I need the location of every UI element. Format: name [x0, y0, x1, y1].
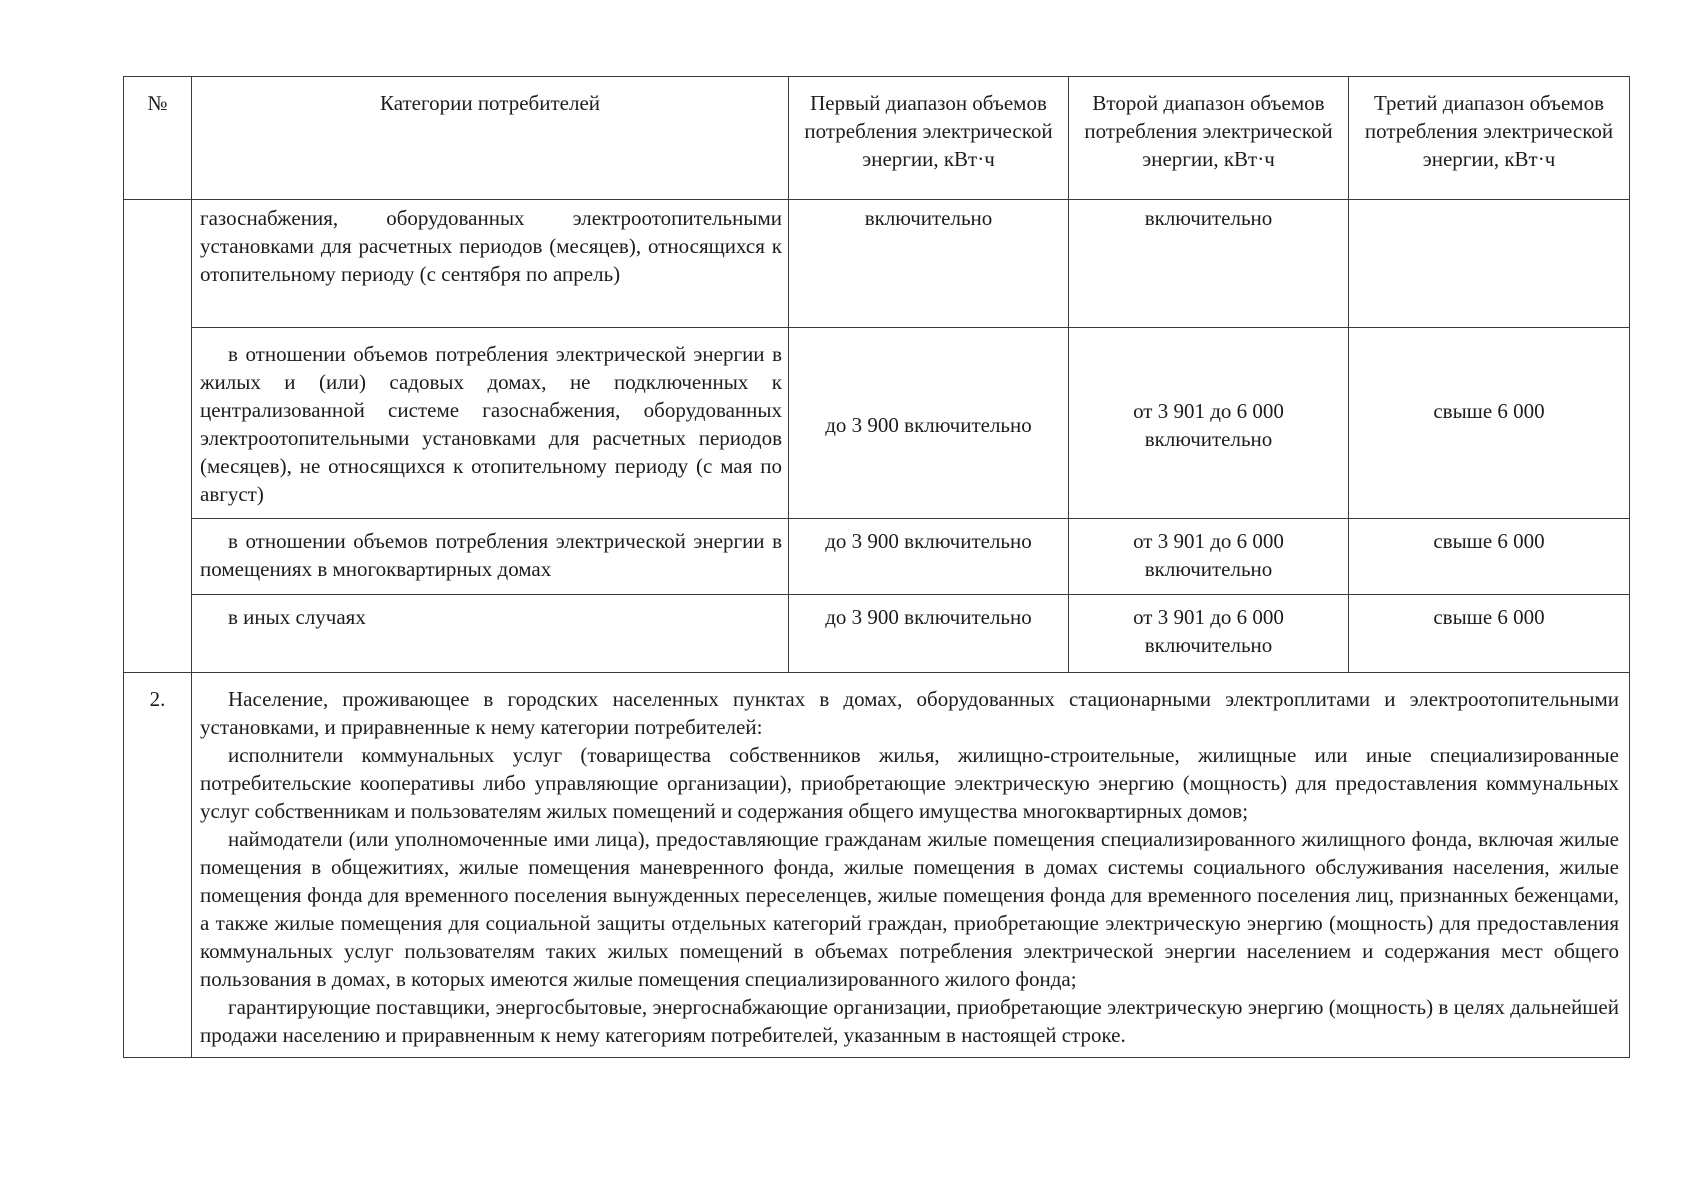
table-row: [124, 519, 1630, 595]
third-range-cell: [1349, 200, 1630, 328]
second-range-cell: от 3 901 до 6 000 включительно: [1069, 595, 1349, 673]
second-range-cell: от 3 901 до 6 000 включительно: [1069, 328, 1349, 519]
row-number-cell: [124, 200, 192, 673]
section-2-paragraph: Население, проживающее в городских населенных пунктах в домах, оборудованных стационарными электроплитами и электроотопительными установками, и приравненные к нему категории потребителей:: [200, 687, 1619, 739]
category-text: в иных случаях: [228, 605, 366, 629]
section-2-paragraph: наймодатели (или уполномоченные ими лица), предоставляющие гражданам жилые помещения специализированного жилищного фонда, включая жилые помещения в общежитиях, жилые помещения маневренного фонда, жилые помещения в домах системы социального обслуживания населения, жилые помещения фонда для временного поселения вынужденных переселенцев, жилые помещения фонда для временного поселения лиц, признанных беженцами, а также жилые помещения для социальной защиты отдельных категорий граждан, приобретающие электрическую энергию (мощность) для предоставления коммунальных услуг пользователям таких жилых помещений в объемах потребления электрической энергии населением и содержания мест общего пользования в домах, в которых имеются жилые помещения специализированного жилого фонда;: [200, 827, 1619, 991]
tariff-table: [123, 76, 1630, 1058]
third-range-cell: свыше 6 000: [1349, 328, 1630, 519]
section-2-paragraph: гарантирующие поставщики, энергосбытовые, энергоснабжающие организации, приобретающие электрическую энергию (мощность) в целях дальнейшей продажи населению и приравненным к нему категориям потребителей, указанным в настоящей строке.: [200, 995, 1619, 1047]
first-range-cell: включительно: [789, 200, 1069, 328]
category-text: газоснабжения, оборудованных электроотопительными установками для расчетных периодов (месяцев), относящихся к отопительному периоду (с сентября по апрель): [200, 206, 782, 286]
section-2-text-cell: [192, 673, 1630, 1058]
header-first-range: Первый диапазон объемов потребления электрической энергии, кВт·ч: [789, 77, 1069, 200]
category-text: в отношении объемов потребления электрической энергии в жилых и (или) садовых домах, не подключенных к централизованной системе газоснабжения, оборудованных электроотопительными установками для расчетных периодов (месяцев), не относящихся к отопительному периоду (с мая по август): [200, 342, 782, 506]
table-row: [124, 595, 1630, 673]
section-2-row: [124, 673, 1630, 1058]
section-2-paragraph: исполнители коммунальных услуг (товарищества собственников жилья, жилищно-строительные, жилищные или иные специализированные потребительские кооперативы либо управляющие организации), приобретающие электрическую энергию (мощность) для предоставления коммунальных услуг собственникам и пользователям жилых помещений и содержания общего имущества многоквартирных домов;: [200, 743, 1619, 823]
first-range-cell: до 3 900 включительно: [789, 595, 1069, 673]
category-cell: [192, 595, 789, 673]
header-second-range: Второй диапазон объемов потребления электрической энергии, кВт·ч: [1069, 77, 1349, 200]
table-header-row: [124, 77, 1630, 200]
first-range-cell: до 3 900 включительно: [789, 328, 1069, 519]
table-row: [124, 328, 1630, 519]
second-range-cell: включительно: [1069, 200, 1349, 328]
header-category: Категории потребителей: [192, 77, 789, 200]
third-range-cell: свыше 6 000: [1349, 595, 1630, 673]
header-third-range: Третий диапазон объемов потребления электрической энергии, кВт·ч: [1349, 77, 1630, 200]
second-range-cell: от 3 901 до 6 000 включительно: [1069, 519, 1349, 595]
category-text: в отношении объемов потребления электрической энергии в помещениях в многоквартирных домах: [200, 529, 782, 581]
third-range-cell: свыше 6 000: [1349, 519, 1630, 595]
category-cell: [192, 200, 789, 328]
section-2-number: 2.: [124, 673, 192, 1058]
category-cell: [192, 328, 789, 519]
category-cell: [192, 519, 789, 595]
header-number: №: [124, 77, 192, 200]
table-row: [124, 200, 1630, 328]
first-range-cell: до 3 900 включительно: [789, 519, 1069, 595]
